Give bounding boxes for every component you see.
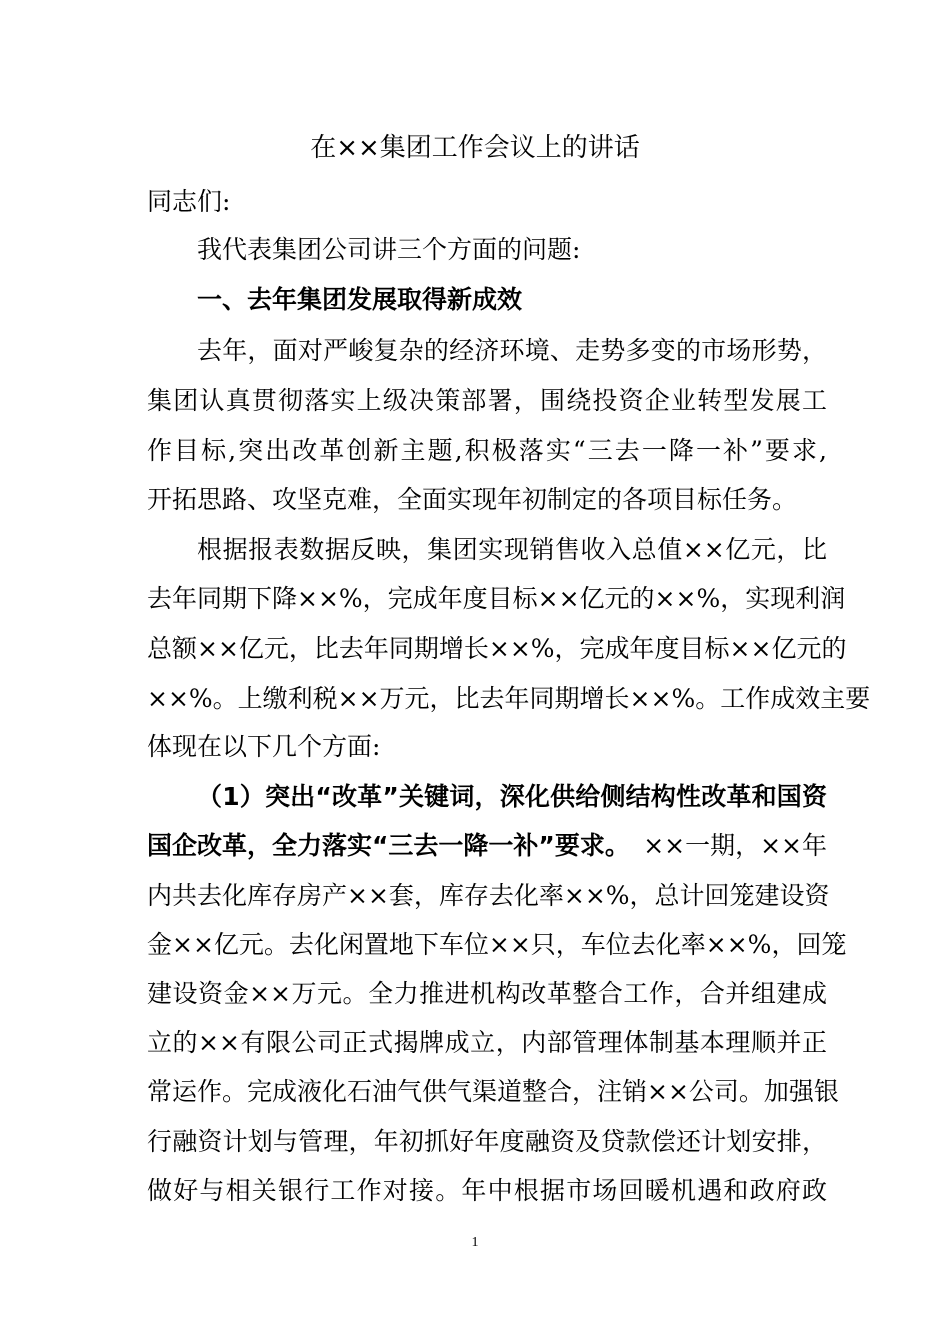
paragraph-2-line: 去年同期下降××%，完成年度目标××亿元的××%，实现利润: [147, 584, 846, 613]
intro-paragraph: 我代表集团公司讲三个方面的问题:: [197, 235, 581, 264]
page-title: 在××集团工作会议上的讲话: [310, 133, 640, 163]
section-heading-1: 一、去年集团发展取得新成效: [197, 285, 523, 314]
subheading-1-line: 国企改革，全力落实“三去一降一补”要求。: [147, 831, 630, 860]
paragraph-3-line: 金××亿元。去化闲置地下车位××只，车位去化率××%，回笼: [147, 930, 847, 959]
paragraph-1-line: 作目标,突出改革创新主题,积极落实“三去一降一补”要求,: [147, 436, 827, 465]
paragraph-3-line: 行融资计划与管理，年初抓好年度融资及贷款偿还计划安排，: [147, 1127, 827, 1156]
paragraph-3-line: 做好与相关银行工作对接。年中根据市场回暖机遇和政府政: [147, 1176, 827, 1205]
paragraph-1-line: 集团认真贯彻落实上级决策部署，围绕投资企业转型发展工: [147, 386, 827, 415]
paragraph-3-mixed-line: [147, 827, 827, 865]
paragraph-2-line: 总额××亿元，比去年同期增长××%，完成年度目标××亿元的: [147, 634, 847, 663]
subheading-1-line: （1）突出“改革”关键词，深化供给侧结构性改革和国资: [197, 782, 827, 811]
paragraph-2-line: 体现在以下几个方面:: [147, 732, 381, 761]
paragraph-3-line: 内共去化库存房产××套，库存去化率××%，总计回笼建设资: [147, 881, 830, 910]
paragraph-2-line: ××%。上缴利税××万元，比去年同期增长××%。工作成效主要: [147, 684, 871, 713]
paragraph-1-line: 开拓思路、攻坚克难，全面实现年初制定的各项目标任务。: [147, 485, 798, 514]
paragraph-1-line: 去年，面对严峻复杂的经济环境、走势多变的市场形势，: [197, 336, 827, 365]
paragraph-3-line: 立的××有限公司正式揭牌成立，内部管理体制基本理顺并正: [147, 1028, 827, 1057]
salutation: 同志们:: [147, 187, 231, 216]
paragraph-3-line: 建设资金××万元。全力推进机构改革整合工作，合并组建成: [147, 979, 827, 1008]
paragraph-2-line: 根据报表数据反映，集团实现销售收入总值××亿元，比: [197, 535, 827, 564]
paragraph-3-text: ××一期，××年: [643, 831, 827, 860]
paragraph-3-line: 常运作。完成液化石油气供气渠道整合，注销××公司。加强银: [147, 1077, 839, 1106]
page-number: 1: [471, 1235, 479, 1250]
